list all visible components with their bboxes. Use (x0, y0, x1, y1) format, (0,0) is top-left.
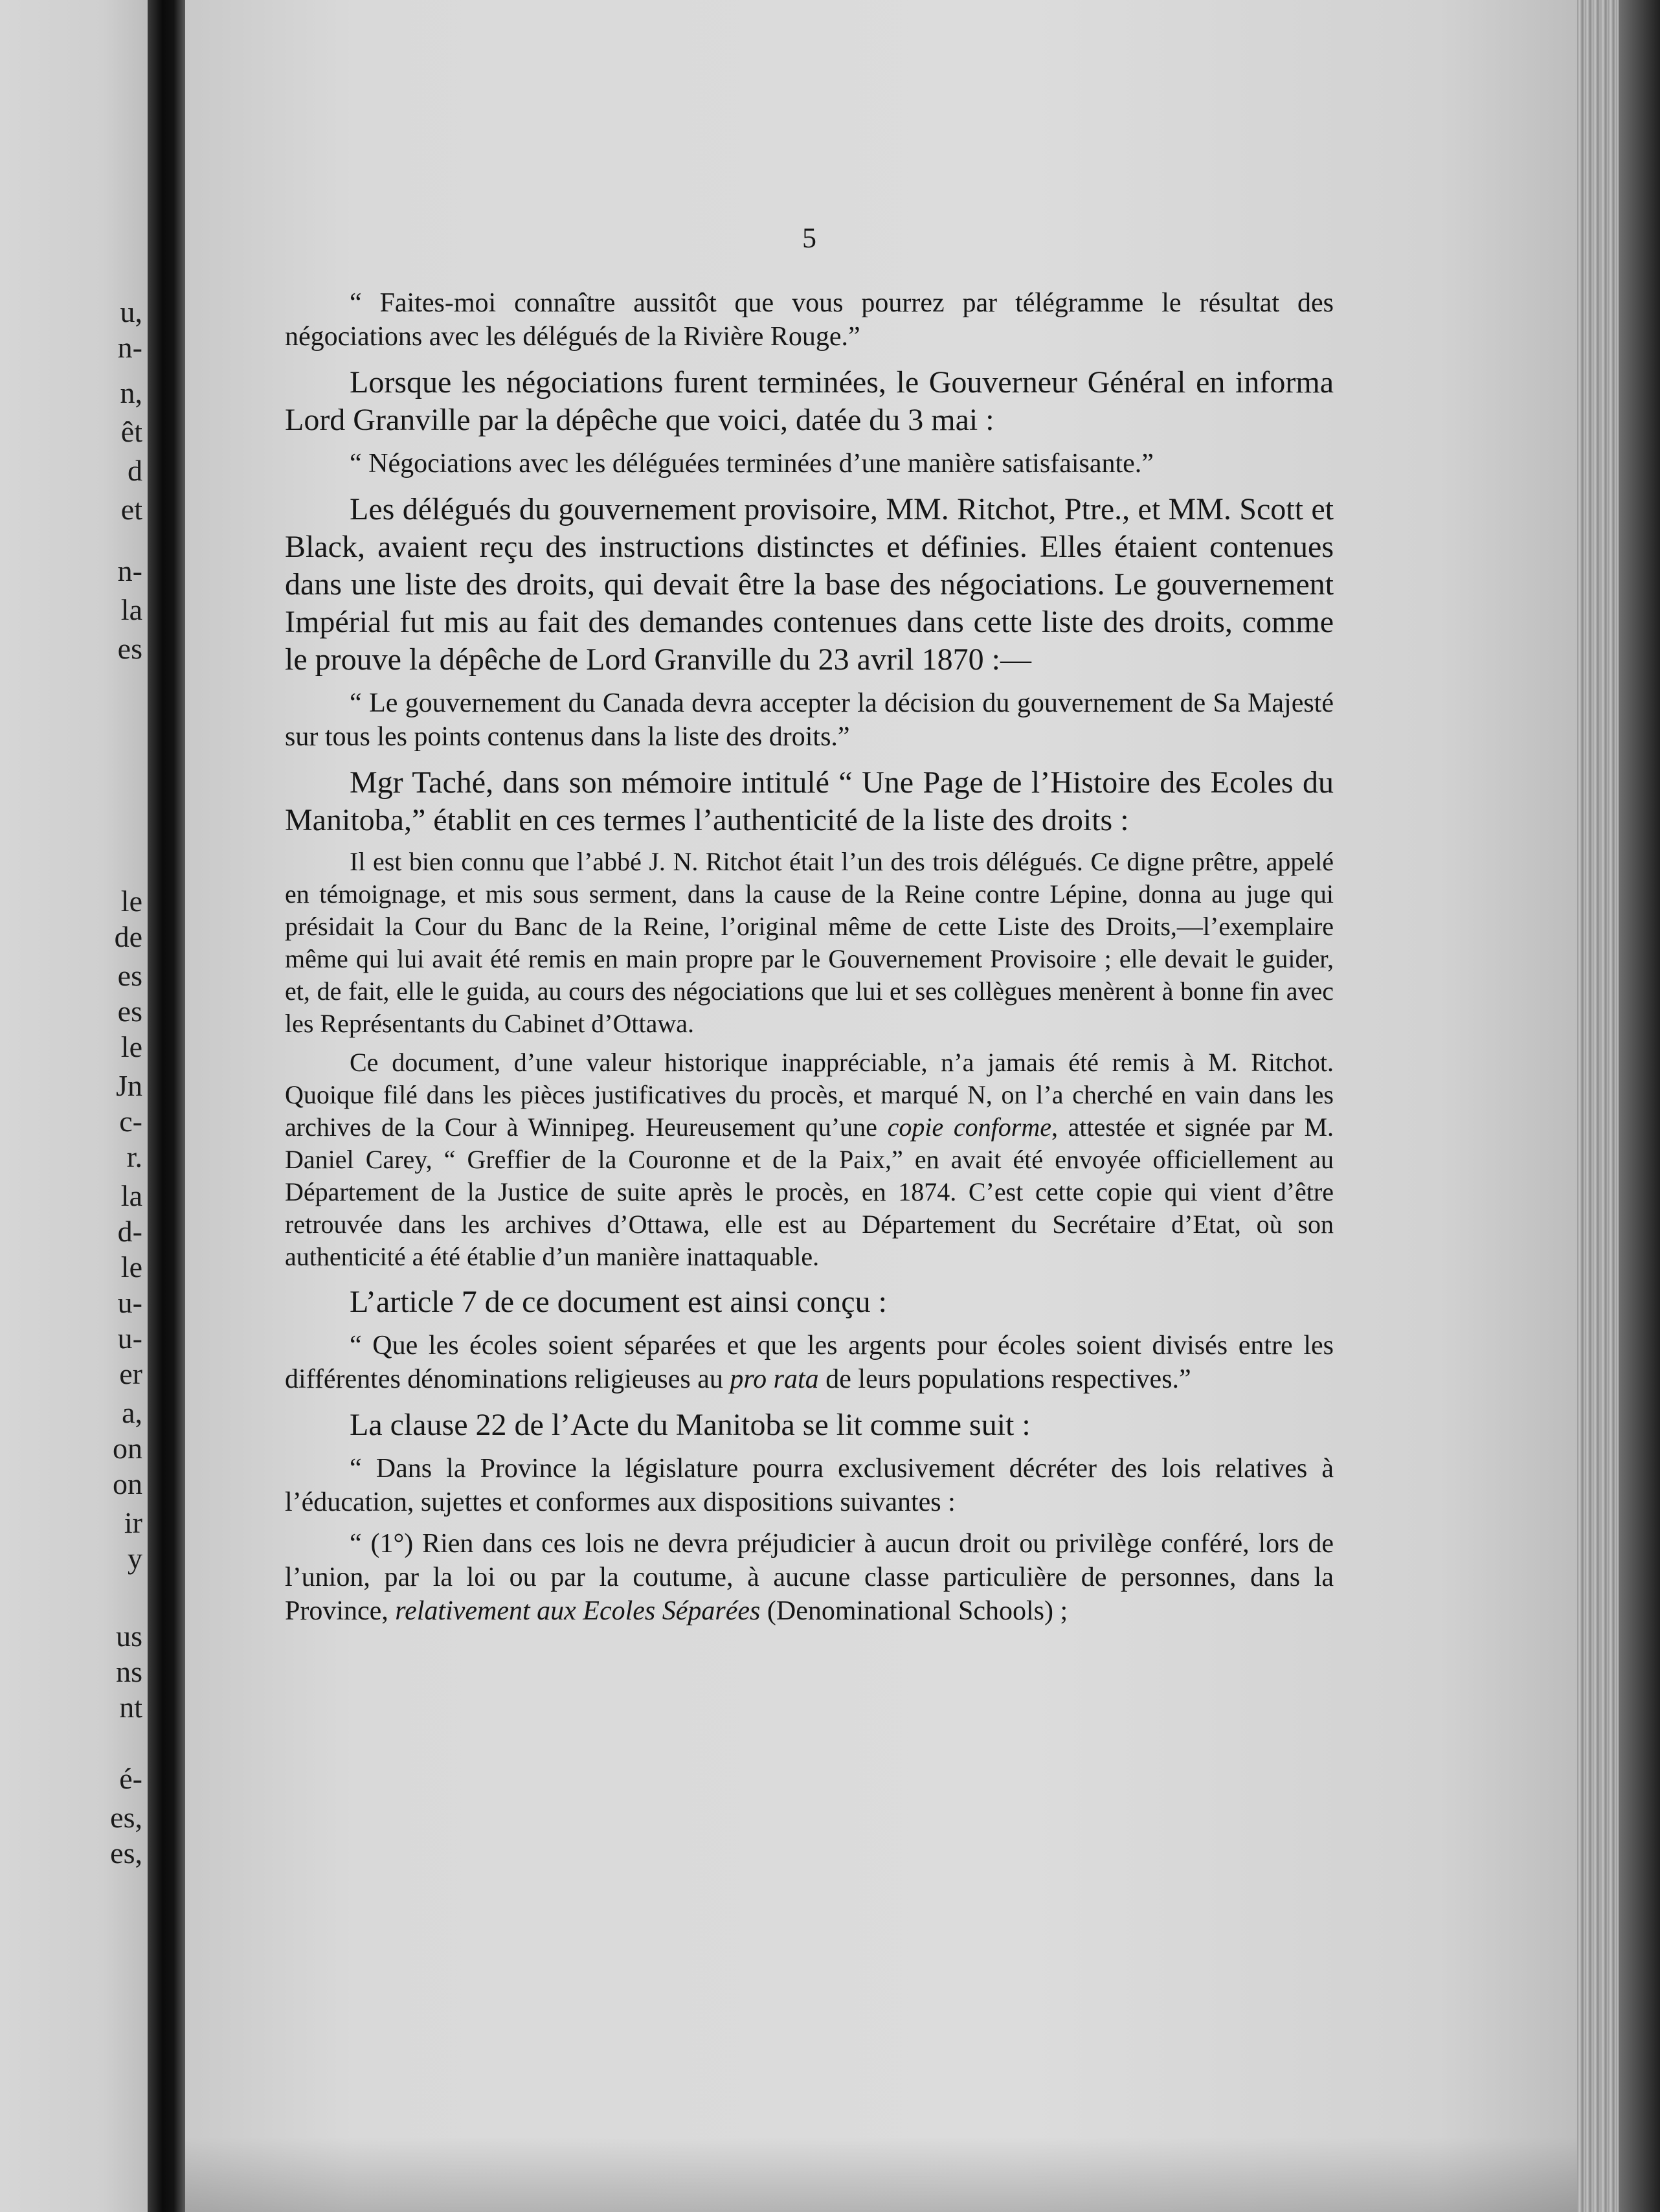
text-run: “ (1°) Rien dans ces lois ne devra préjudicier à aucun droit ou privilège conféré, lors de l’union, par la loi ou par la coutume, à aucune classe particulière de personnes, dans la Province, (285, 1529, 1334, 1626)
page-edges-shadow (1619, 0, 1660, 2212)
left-page-fragments (0, 0, 148, 2212)
italic-phrase: copie conforme (887, 1112, 1051, 1142)
page-bottom-shade (185, 2137, 1577, 2212)
paragraph (285, 1329, 1334, 1396)
text-run: , attestée et signée par M. Daniel Carey, “ Greffier de la Couronne et de la Paix,” en avait été envoyée officiellement au Département de la Justice de suite après le procès, en 1874. C’est cette copie qui vient d’être retrouvée dans les archives d’Ottawa, elle est au Département du Secrétaire d’Etat, où son authenticité a été établie d’un manière inattaquable. (285, 1112, 1334, 1271)
paragraph: “ Faites-moi connaître aussitôt que vous pourrez par télégramme le résultat des négociations avec les délégués de la Rivière Rouge.” (285, 288, 1334, 352)
paragraph: “ Le gouvernement du Canada devra accepter la décision du gouvernement de Sa Majesté sur tous les points contenus dans la liste des droits.” (285, 688, 1334, 752)
left-page-fragment: n, (120, 376, 142, 409)
left-page-fragment: nt (119, 1691, 142, 1724)
left-page-fragment: es (117, 959, 142, 992)
left-page-fragment: a, (122, 1396, 142, 1429)
left-page-fragment: Jn (116, 1069, 142, 1102)
paragraph (285, 1046, 1334, 1273)
left-page-fragment: et (120, 493, 142, 526)
left-page-fragment: us (116, 1620, 142, 1653)
left-page-fragment: de (114, 920, 142, 953)
paragraph: “ Négociations avec les déléguées terminées d’une manière satisfaisante.” (350, 449, 1154, 479)
book-gutter (148, 0, 185, 2212)
left-page-fragment: u, (120, 295, 142, 328)
left-page-fragment: es (117, 632, 142, 665)
page-body (285, 286, 1334, 1628)
left-page-fragment: on (113, 1467, 142, 1500)
page-text-block (285, 220, 1334, 1628)
left-page-fragment: r. (126, 1140, 142, 1173)
paragraph: Lorsque les négociations furent terminées, le Gouverneur Général en informa Lord Granville par la dépêche que voici, datée du 3 mai : (285, 365, 1334, 437)
text-run: “ Que les écoles soient séparées et que les argents pour écoles soient divisés entre les différentes dénominations religieuses au (285, 1331, 1334, 1394)
left-page-fragment: êt (120, 415, 142, 448)
paragraph: “ Dans la Province la législature pourra exclusivement décréter des lois relatives à l’éducation, sujettes et conformes aux dispositions suivantes : (285, 1454, 1334, 1517)
left-page-fragment: c- (119, 1105, 142, 1138)
italic-phrase: pro rata (730, 1364, 819, 1394)
left-page-fragment: n- (117, 554, 142, 587)
left-page-fragment: la (120, 1179, 142, 1212)
paragraph: La clause 22 de l’Acte du Manitoba se lit comme suit : (350, 1408, 1031, 1442)
left-page-fragment: d- (117, 1215, 142, 1248)
paragraph: L’article 7 de ce document est ainsi conçu : (350, 1285, 887, 1319)
italic-phrase: relativement aux Ecoles Séparées (395, 1596, 761, 1626)
left-page-fragment: ns (116, 1655, 142, 1688)
left-page-fragment: é- (119, 1762, 142, 1795)
left-page-fragment: u- (117, 1322, 142, 1355)
paragraph: Mgr Taché, dans son mémoire intitulé “ Une Page de l’Histoire des Ecoles du Manitoba,” établit en ces termes l’authenticité de la liste des droits : (285, 765, 1334, 837)
left-page-fragment: le (120, 1030, 142, 1063)
text-run: de leurs populations respectives.” (818, 1364, 1191, 1394)
left-page-fragment: u- (117, 1286, 142, 1319)
left-page-edge (0, 0, 148, 2212)
left-page-fragment: d (128, 454, 142, 487)
left-page-fragment: es (117, 995, 142, 1028)
page-number: 5 (802, 222, 816, 254)
paragraph (285, 1527, 1334, 1628)
paragraph: Il est bien connu que l’abbé J. N. Ritchot était l’un des trois délégués. Ce digne prêtre, appelé en témoignage, et mis sous serment, dans la cause de la Reine contre Lépine, donna au juge qui présidait la Cour du Banc de la Reine, l’original même de cette Liste des Droits,—l’exemplaire même qui lui avait été remis en main propre par le Gouvernement Provisoire ; elle devait le guider, et, de fait, elle le guida, au cours des négociations que lui et ses collègues menèrent à bonne fin avec les Représentants du Cabinet d’Ottawa. (285, 847, 1334, 1038)
left-page-fragment: le (120, 885, 142, 918)
left-page-fragment: n- (117, 331, 142, 364)
left-page-fragment: er (119, 1357, 142, 1390)
left-page-fragment: le (120, 1250, 142, 1283)
left-page-fragment: es, (110, 1836, 142, 1869)
paragraph: Les délégués du gouvernement provisoire, MM. Ritchot, Ptre., et MM. Scott et Black, avaient reçu des instructions distinctes et définies. Elles étaient contenues dans une liste des droits, qui devait être la base des négociations. Le gouvernement Impérial fut mis au fait des demandes contenues dans cette liste des droits, comme le prouve la dépêche de Lord Granville du 23 avril 1870 :— (285, 492, 1334, 677)
text-run: (Denominational Schools) ; (760, 1596, 1068, 1626)
left-page-fragment: on (113, 1432, 142, 1465)
left-page-fragment: y (128, 1542, 142, 1575)
left-page-fragment: la (120, 593, 142, 626)
left-page-fragment: es, (110, 1801, 142, 1834)
text-run: Ce document, d’une valeur historique inappréciable, n’a jamais été remis à M. Ritchot. Quoique filé dans les pièces justificatives du procès, et marqué N, on l’a cherché en vain dans les archives de la Cour à Winnipeg. Heureusement qu’une (285, 1048, 1334, 1142)
left-page-fragment: ir (124, 1506, 142, 1539)
